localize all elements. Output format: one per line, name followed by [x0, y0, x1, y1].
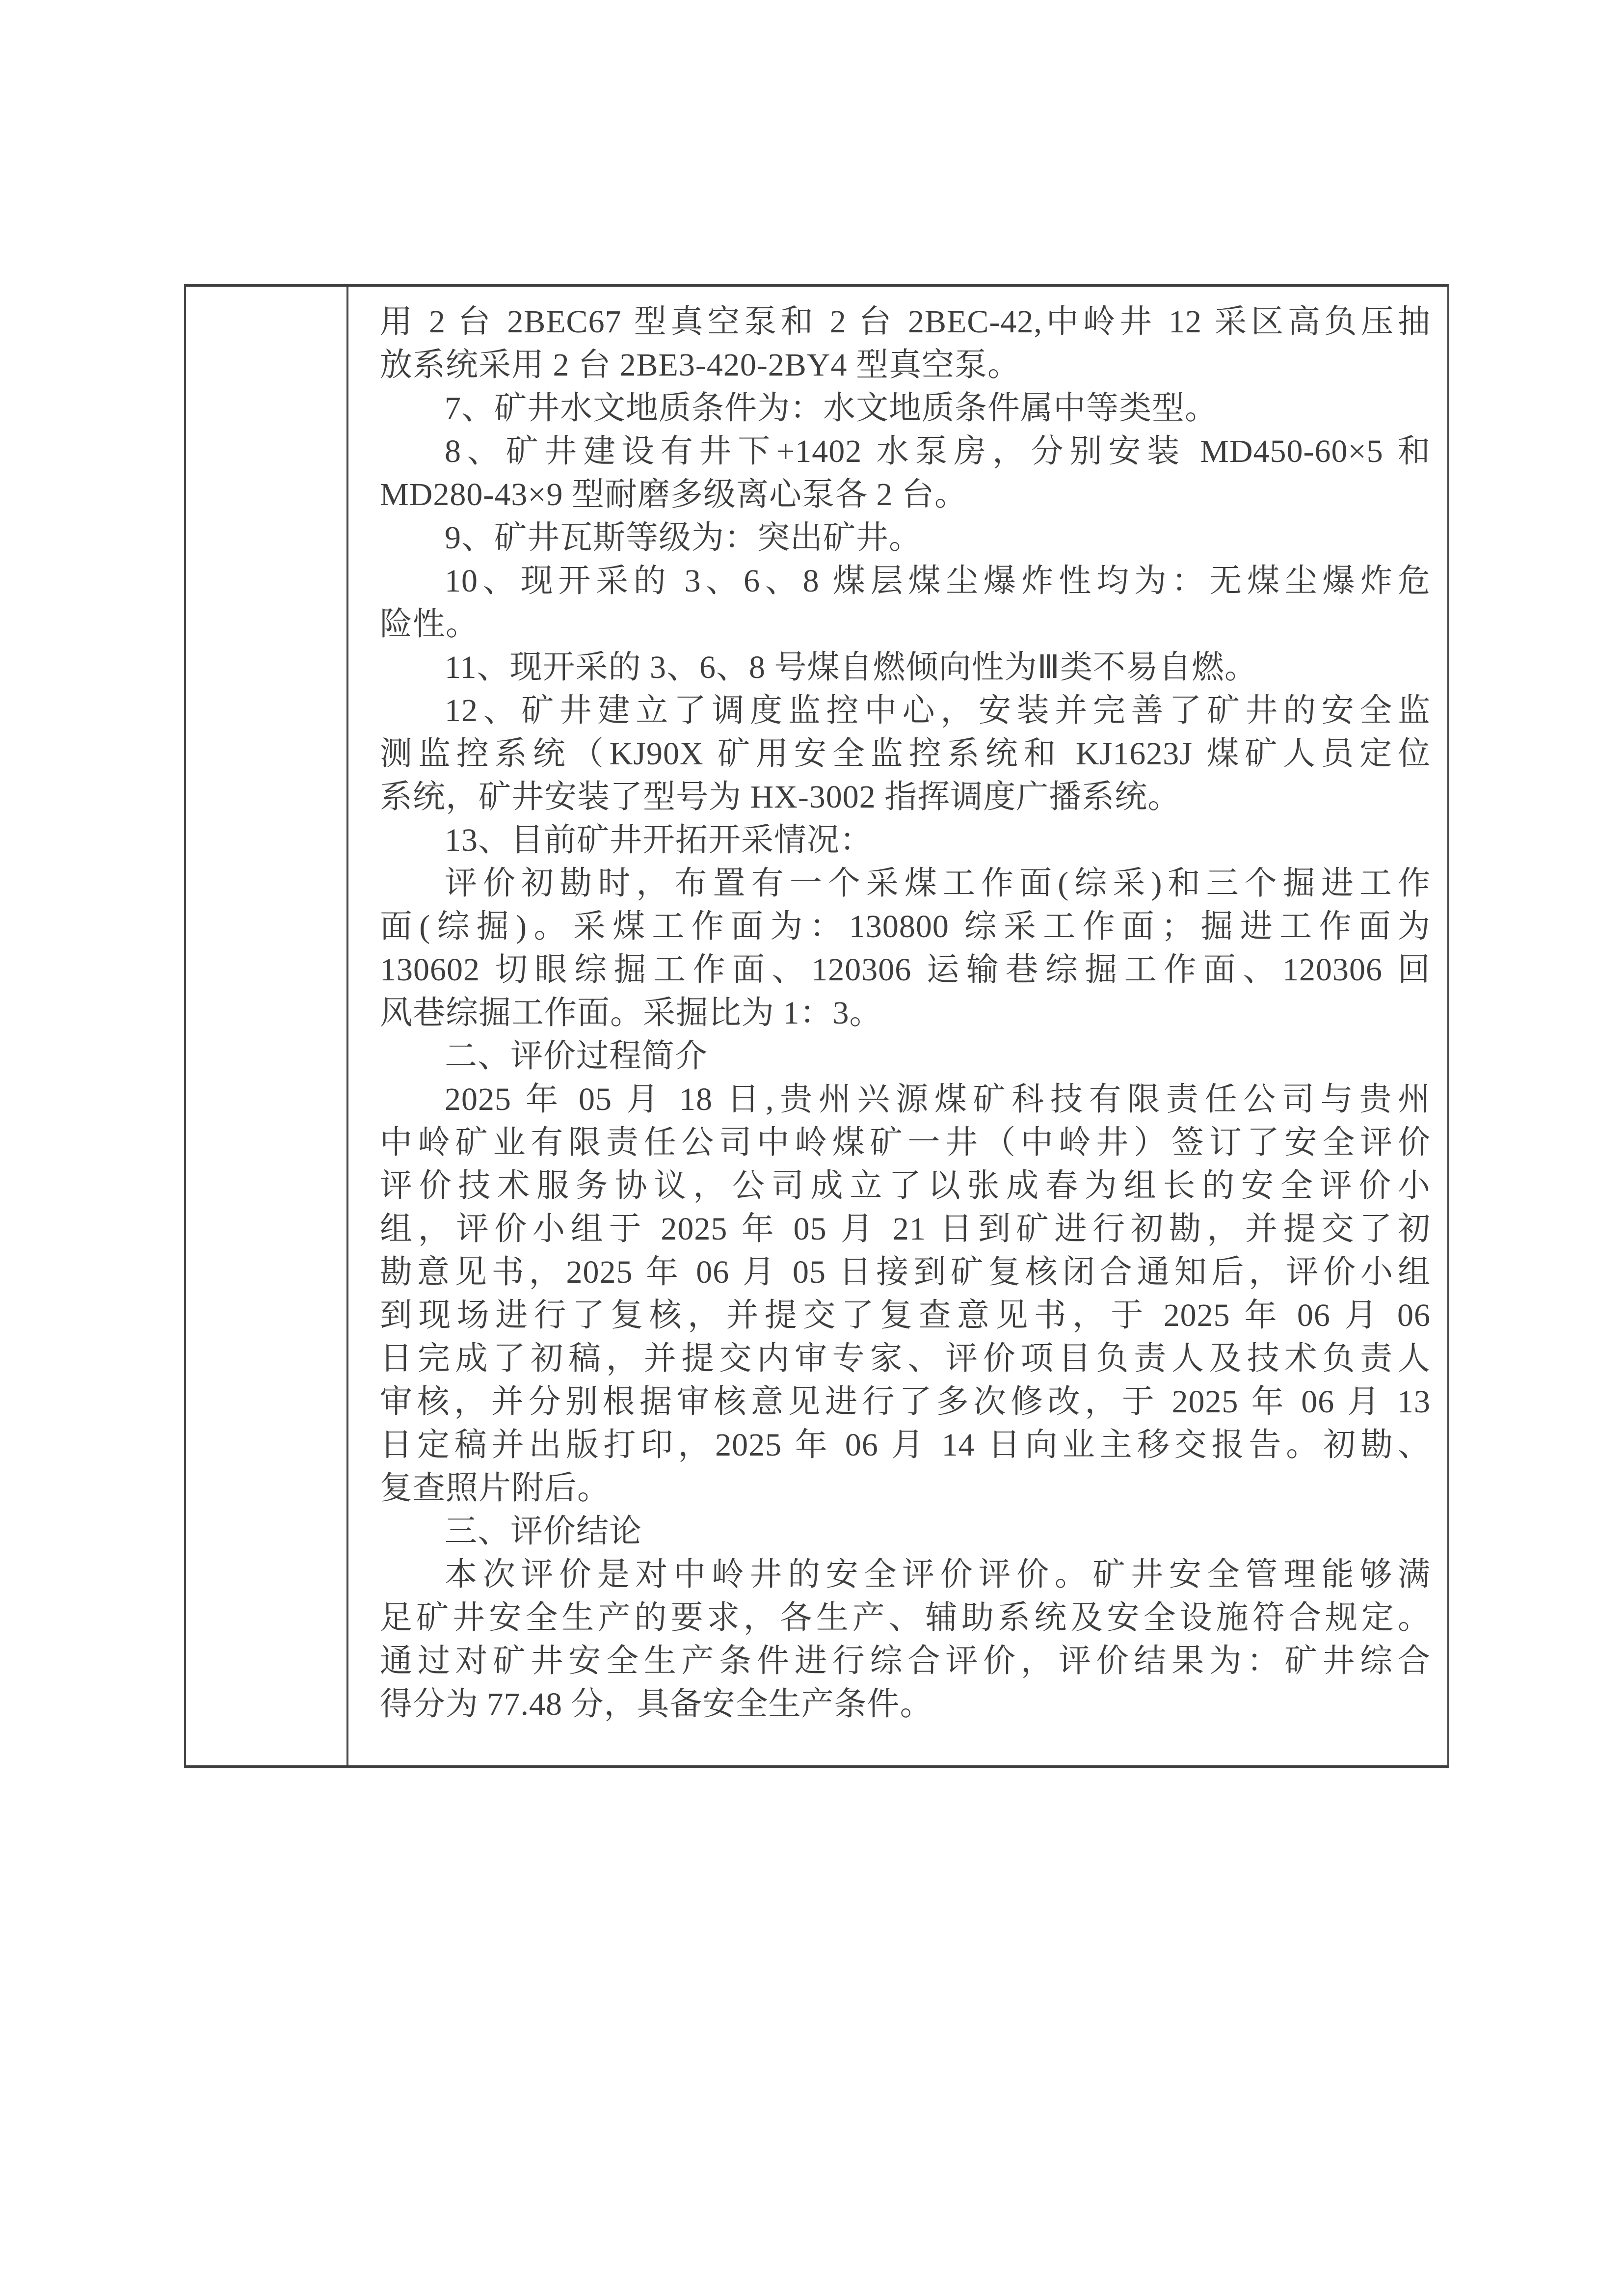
- text-line: 2025 年 05 月 18 日,贵州兴源煤矿科技有限责任公司与贵州: [445, 1081, 1431, 1117]
- text-line: 组，评价小组于 2025 年 05 月 21 日到矿进行初勘，并提交了初: [380, 1211, 1431, 1247]
- text-line: 风巷综掘工作面。采掘比为 1：3。: [380, 995, 882, 1031]
- text-line: 得分为 77.48 分，具备安全生产条件。: [380, 1686, 933, 1722]
- text-line: 测监控系统（KJ90X 矿用安全监控系统和 KJ1623J 煤矿人员定位: [380, 736, 1431, 772]
- text-line: 足矿井安全生产的要求，各生产、辅助系统及安全设施符合规定。: [380, 1600, 1431, 1636]
- text-line: 日完成了初稿，并提交内审专家、评价项目负责人及技术负责人: [380, 1341, 1431, 1377]
- text-line: 日定稿并出版打印，2025 年 06 月 14 日向业主移交报告。初勘、: [380, 1427, 1431, 1463]
- text-line: 13、目前矿井开拓开采情况：: [445, 822, 873, 858]
- text-line: 评价初勘时，布置有一个采煤工作面(综采)和三个掘进工作: [445, 865, 1431, 901]
- text-line: 险性。: [380, 606, 479, 642]
- text-line: 10、现开采的 3、6、8 煤层煤尘爆炸性均为：无煤尘爆炸危: [445, 563, 1431, 599]
- text-line: 11、现开采的 3、6、8 号煤自燃倾向性为Ⅲ类不易自燃。: [445, 649, 1258, 685]
- text-line: 9、矿井瓦斯等级为：突出矿井。: [445, 520, 922, 556]
- text-line: 审核，并分别根据审核意见进行了多次修改，于 2025 年 06 月 13: [380, 1384, 1431, 1420]
- text-line: 勘意见书，2025 年 06 月 05 日接到矿复核闭合通知后，评价小组: [380, 1254, 1431, 1290]
- text-line: MD280-43×9 型耐磨多级离心泵各 2 台。: [380, 477, 968, 513]
- text-line: 本次评价是对中岭井的安全评价评价。矿井安全管理能够满: [445, 1557, 1431, 1593]
- table-row-header-cell: [186, 287, 348, 1765]
- text-line: 面(综掘)。采煤工作面为：130800 综采工作面；掘进工作面为: [380, 909, 1431, 945]
- text-line: 用 2 台 2BEC67 型真空泵和 2 台 2BEC-42,中岭井 12 采区高负压抽: [380, 304, 1431, 340]
- table-content-cell: [348, 287, 1447, 1765]
- text-line: 到现场进行了复核，并提交了复查意见书，于 2025 年 06 月 06: [380, 1297, 1431, 1333]
- text-line: 通过对矿井安全生产条件进行综合评价，评价结果为：矿井综合: [380, 1643, 1431, 1679]
- content-lines-container: [380, 300, 1431, 1726]
- text-line: 系统，矿井安装了型号为 HX-3002 指挥调度广播系统。: [380, 779, 1181, 815]
- text-line: 复查照片附后。: [380, 1470, 610, 1506]
- text-line: 8、矿井建设有井下+1402 水泵房，分别安装 MD450-60×5 和: [445, 433, 1431, 469]
- text-line: 评价技术服务协议，公司成立了以张成春为组长的安全评价小: [380, 1168, 1431, 1204]
- text-line: 130602 切眼综掘工作面、120306 运输巷综掘工作面、120306 回: [380, 952, 1431, 988]
- report-table: [184, 284, 1449, 1768]
- text-line: 放系统采用 2 台 2BE3-420-2BY4 型真空泵。: [380, 347, 1020, 383]
- text-line: 二、评价过程简介: [445, 1038, 708, 1074]
- text-line: 7、矿井水文地质条件为：水文地质条件属中等类型。: [445, 390, 1218, 426]
- text-line: 中岭矿业有限责任公司中岭煤矿一井（中岭井）签订了安全评价: [380, 1125, 1431, 1161]
- text-line: 三、评价结论: [445, 1513, 642, 1549]
- text-line: 12、矿井建立了调度监控中心，安装并完善了矿井的安全监: [445, 693, 1431, 729]
